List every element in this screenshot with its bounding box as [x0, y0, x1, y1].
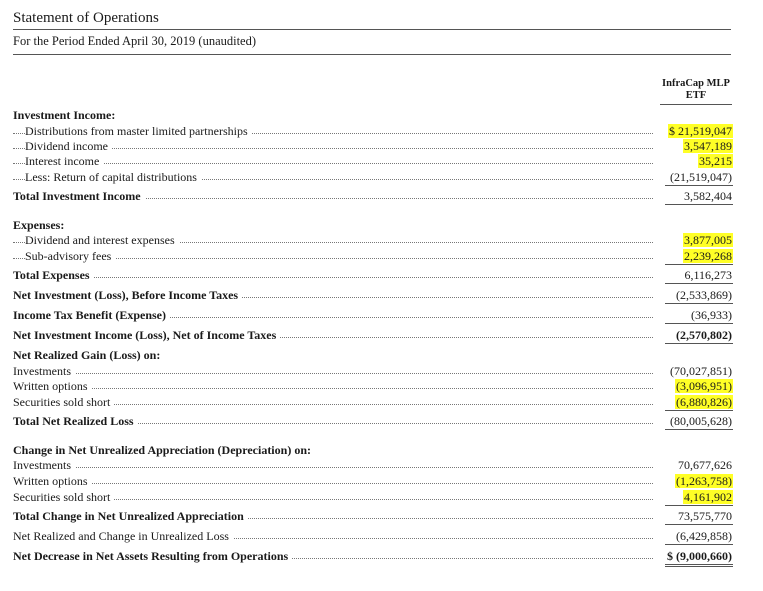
row-label-text: Written options [13, 474, 92, 488]
row-label-text: Distributions from master limited partnerships [25, 124, 252, 138]
row-value [665, 138, 733, 154]
row-label-text: Dividend and interest expenses [25, 233, 179, 247]
row-label-text: Securities sold short [13, 395, 114, 409]
row-value-text: (2,570,802) [676, 328, 732, 342]
row-value-text: 6,116,273 [684, 268, 732, 282]
row-label-text: Securities sold short [13, 490, 114, 504]
row-value-text: 73,575,770 [678, 509, 732, 523]
row-value [665, 473, 733, 489]
row-label [13, 267, 653, 283]
row-value [665, 528, 733, 545]
row-label-text: Sub-advisory fees [25, 249, 115, 263]
row-value [665, 327, 733, 344]
row-label [13, 442, 653, 458]
row-label-text: Expenses: [13, 218, 68, 232]
row-value [665, 548, 733, 567]
column-heading-fund-type: ETF [685, 90, 707, 101]
row-label [13, 394, 653, 410]
row-value [665, 394, 733, 411]
row-label-text: Less: Return of capital distributions [25, 170, 201, 184]
row-value [665, 188, 733, 205]
row-label [13, 347, 653, 363]
row-label [13, 363, 653, 379]
row-label [13, 138, 653, 154]
row-label [13, 457, 653, 473]
statement-row [13, 267, 733, 283]
row-label-text: Total Change in Net Unrealized Appreciation [13, 509, 248, 523]
row-label [13, 489, 653, 505]
row-value [665, 363, 733, 379]
leader-dots [13, 388, 653, 389]
section-header-row [13, 347, 733, 363]
statement-row [13, 169, 733, 185]
leader-dots [13, 467, 653, 468]
statement-title: Statement of Operations [13, 10, 731, 30]
row-label [13, 248, 653, 264]
section-header-row [13, 107, 733, 123]
section-header-row [13, 217, 733, 233]
row-value-text: (6,880,826) [676, 395, 732, 409]
row-value-text: 3,582,404 [684, 189, 732, 203]
statement-row [13, 248, 733, 264]
row-label-text: Income Tax Benefit (Expense) [13, 308, 170, 322]
row-value [665, 508, 733, 525]
statement-row [13, 123, 733, 139]
row-value-text: (80,005,628) [670, 414, 732, 428]
statement-row [13, 457, 733, 473]
statement-row [13, 508, 733, 524]
row-label-text: Net Realized and Change in Unrealized Loss [13, 529, 233, 543]
row-label-text: Written options [13, 379, 92, 393]
statement-row [13, 413, 733, 429]
row-label-text: Investment Income: [13, 108, 119, 122]
statement-row [13, 153, 733, 169]
row-label-text: Total Investment Income [13, 189, 145, 203]
row-label-text: Net Investment (Loss), Before Income Taxes [13, 288, 242, 302]
row-value-text: (3,096,951) [676, 379, 732, 393]
row-label [13, 107, 653, 123]
row-label [13, 548, 653, 564]
row-value-text: $ (9,000,660) [667, 549, 732, 563]
row-label [13, 169, 653, 185]
statement-row [13, 378, 733, 394]
row-label-text: Net Decrease in Net Assets Resulting from Operations [13, 549, 292, 563]
row-label-text: Change in Net Unrealized Appreciation (Depreciation) on: [13, 443, 315, 457]
row-value [665, 232, 733, 248]
column-heading-fund-name: InfraCap MLP [662, 78, 730, 89]
row-label-text: Investments [13, 364, 75, 378]
row-value [665, 413, 733, 430]
statement-row [13, 327, 733, 343]
statement-row [13, 138, 733, 154]
row-value-text: (70,027,851) [670, 364, 732, 378]
row-label [13, 232, 653, 248]
row-label-text: Investments [13, 458, 75, 472]
row-value-text: (36,933) [691, 308, 732, 322]
row-label [13, 153, 653, 169]
row-value [665, 248, 733, 265]
leader-dots [13, 277, 653, 278]
leader-dots [13, 373, 653, 374]
statement-row [13, 363, 733, 379]
statement-subtitle: For the Period Ended April 30, 2019 (unaudited) [13, 34, 731, 55]
statement-row [13, 287, 733, 303]
leader-dots [13, 163, 653, 164]
statement-row [13, 188, 733, 204]
row-value-text: (21,519,047) [670, 170, 732, 184]
row-label [13, 217, 653, 233]
row-value [665, 153, 733, 169]
leader-dots [13, 483, 653, 484]
row-label-text: Interest income [25, 154, 103, 168]
row-label [13, 508, 653, 524]
row-label [13, 413, 653, 429]
statement-row [13, 394, 733, 410]
column-heading [660, 78, 732, 105]
row-value-text: 3,547,189 [684, 139, 732, 153]
row-value [665, 307, 733, 324]
row-value-text: 35,215 [699, 154, 732, 168]
row-value [665, 169, 733, 186]
row-label-text: Net Realized Gain (Loss) on: [13, 348, 164, 362]
row-label [13, 307, 653, 323]
row-value [665, 267, 733, 284]
row-value-text: (6,429,858) [676, 529, 732, 543]
row-value [665, 489, 733, 506]
row-label [13, 327, 653, 343]
row-value-text: 4,161,902 [684, 490, 732, 504]
row-label-text: Net Investment Income (Loss), Net of Income Taxes [13, 328, 280, 342]
statement-row [13, 232, 733, 248]
section-header-row [13, 442, 733, 458]
row-value-text: 3,877,005 [684, 233, 732, 247]
statement-row [13, 528, 733, 544]
row-value-text: 70,677,626 [678, 458, 732, 472]
statement-row [13, 307, 733, 323]
row-value-text: 2,239,268 [684, 249, 732, 263]
row-label [13, 287, 653, 303]
row-value-text: (2,533,869) [676, 288, 732, 302]
row-label [13, 473, 653, 489]
row-value [665, 457, 733, 473]
row-value [665, 287, 733, 304]
row-value-text: $ 21,519,047 [669, 124, 732, 138]
row-value [665, 378, 733, 394]
row-label-text: Dividend income [25, 139, 112, 153]
row-value [665, 123, 733, 139]
row-label-text: Total Net Realized Loss [13, 414, 138, 428]
row-label [13, 378, 653, 394]
row-label-text: Total Expenses [13, 268, 94, 282]
statement-row [13, 473, 733, 489]
statement-row [13, 489, 733, 505]
row-label [13, 123, 653, 139]
statement-row [13, 548, 733, 564]
row-label [13, 188, 653, 204]
row-value-text: (1,263,758) [676, 474, 732, 488]
row-label [13, 528, 653, 544]
